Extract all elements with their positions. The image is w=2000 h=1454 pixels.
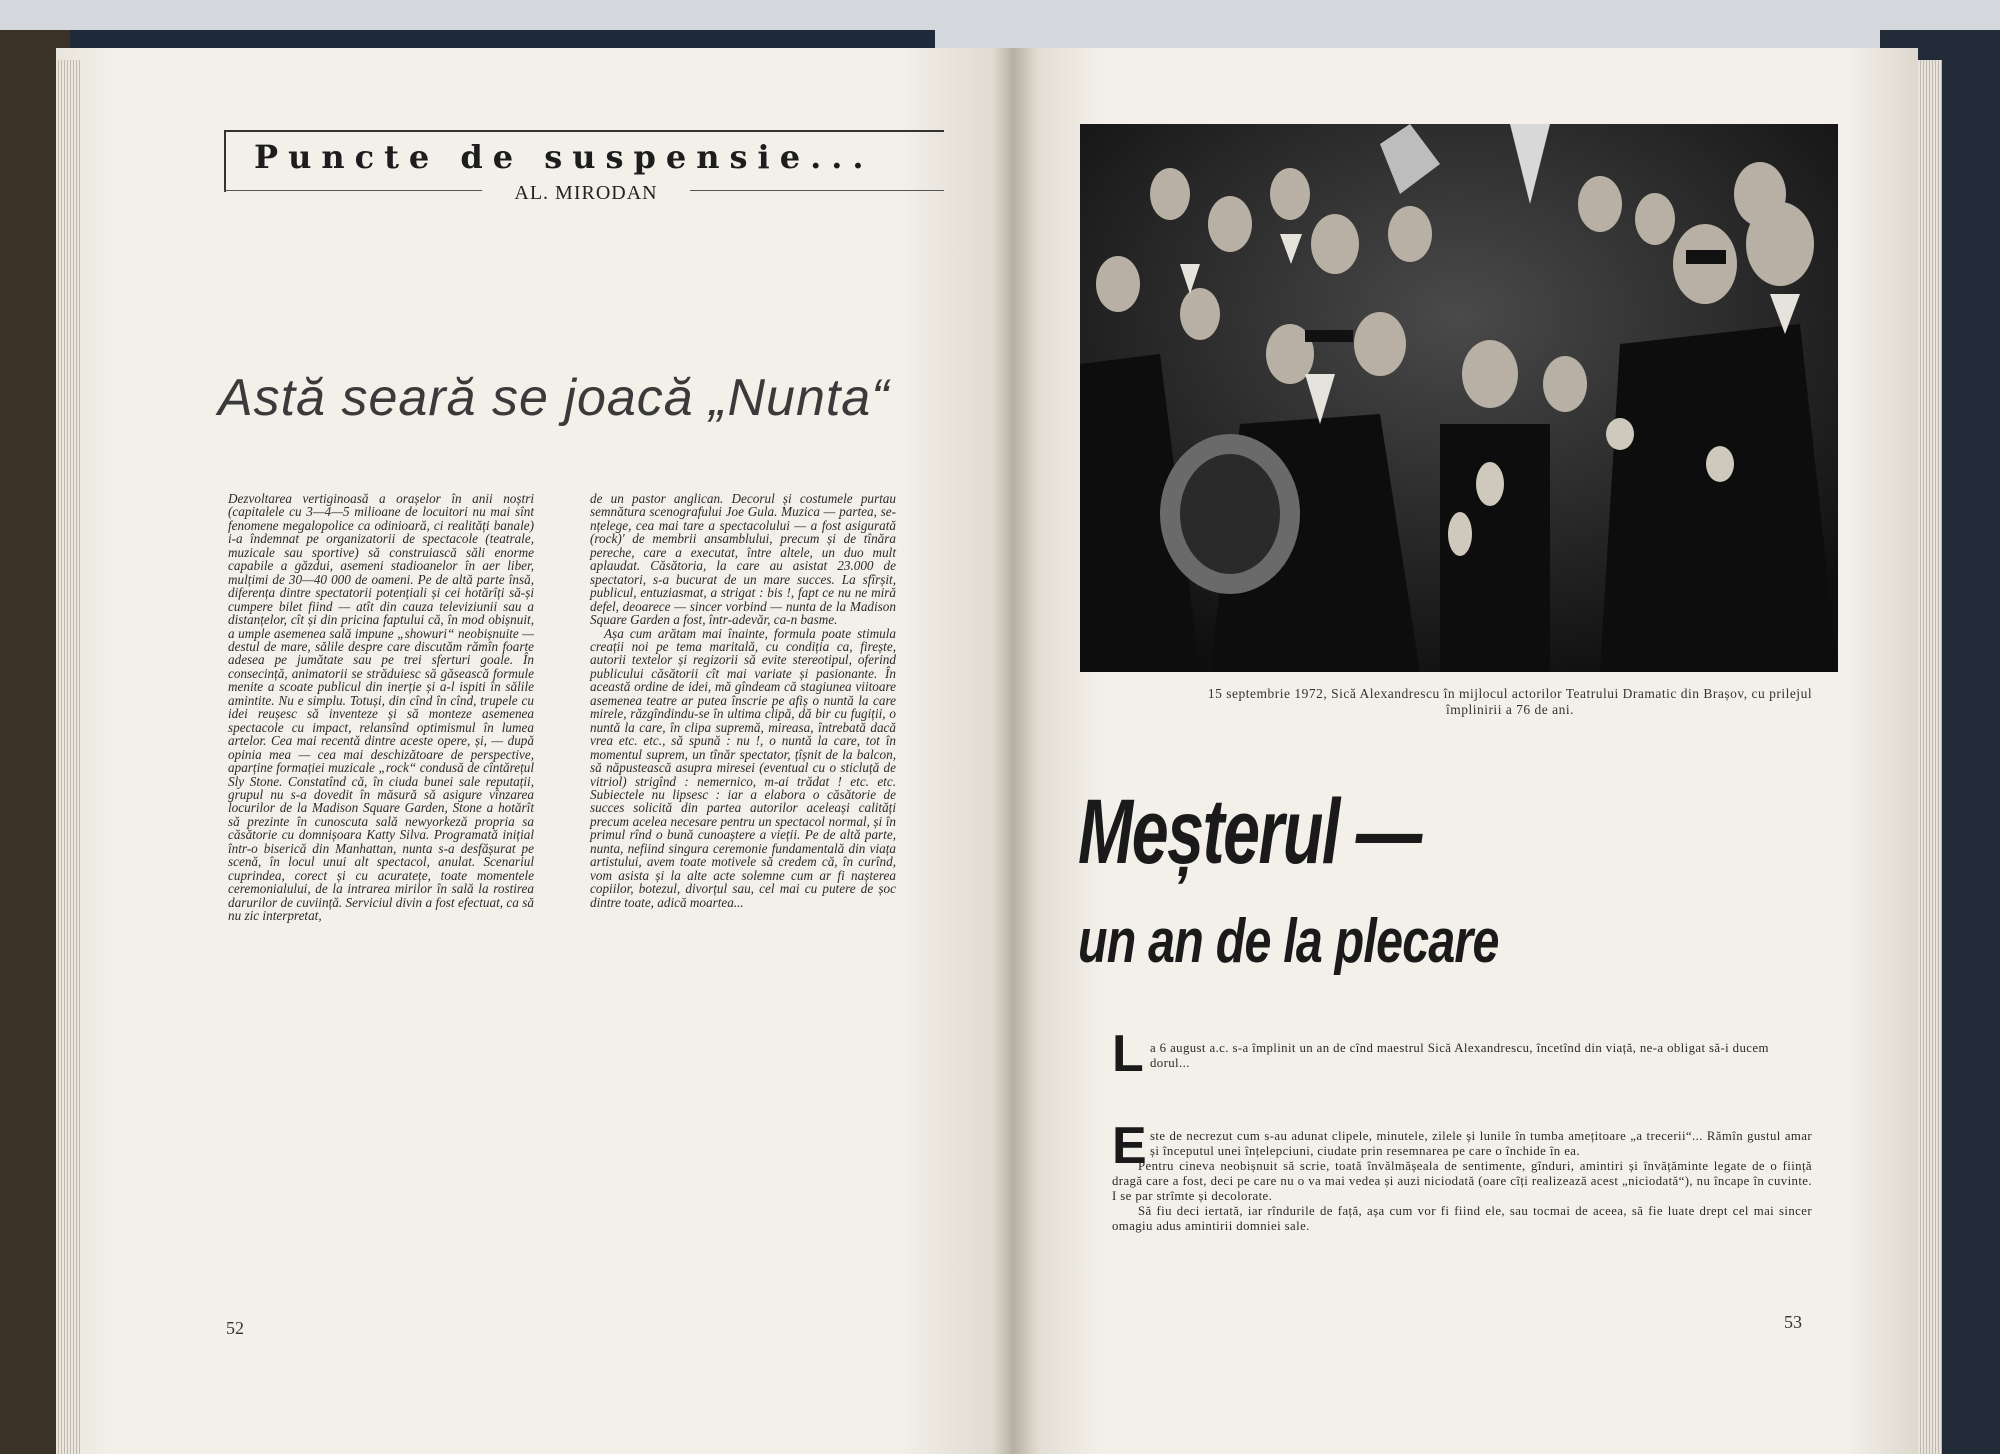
paragraph: de un pastor anglican. Decorul și costumele purtau semnătura scenografului Joe Gula. Muzica — partea, se-nțelege, cea mai tare a spectacolului — a fost asigurată (rock)' de membrii ansamblului, precum și de tînăra pereche, care a executat, între altele, un duo mult aplaudat. Căsătoria, la care au asistat 23.000 de spectatori, s-a bucurat de un mare succes. La sfîrșit, publicul, entuziasmat, a strigat : bis !, fapt ce nu ne miră defel, deoarece — sincer vorbind — nunta de la Madison Square Garden a fost, într-adevăr, ca-n basme. [590, 491, 896, 628]
article-title: Astă seară se joacă „Nunta“ [218, 369, 890, 427]
section-title: Puncte de suspensie... [254, 138, 874, 176]
lede-dropcap: L [1112, 1025, 1145, 1083]
header-rule-bottom-left [224, 190, 482, 191]
page-number-right: 53 [1784, 1312, 1802, 1332]
group-photo [1080, 124, 1838, 672]
right-page-edges [1918, 60, 1942, 1454]
headline-line-2: un an de la plecare [1078, 907, 1499, 976]
lede-paragraph [1112, 1025, 1812, 1083]
article-column-2 [590, 492, 896, 909]
paragraph: Să fiu deci iertată, iar rîndurile de față, așa cum vor fi fiind ele, sau tocmai de aceea, să fie luate drept cel mai sincer omagiu adus amintirii domniei sale. [1112, 1204, 1812, 1233]
author-name: AL. MIRODAN [514, 182, 658, 204]
left-page-edges [58, 60, 80, 1454]
paragraph: Dezvoltarea vertiginoasă a orașelor în anii noștri (capitalele cu 3—4—5 milioane de locuitori nu mai sînt fenomene megalopolice ca odinioară, ci realități banale) i-a îndemnat pe organizatorii de spectacole (teatrale, muzicale sau sportive) să construiască săli enorme capabile a găzdui, asemeni stadioanelor în aer liber, mulțimi de 30—40 000 de oameni. Pe de altă parte însă, diferența dintre spectatorii potențiali și cei hotărîți să-și cumpere bilet fiind — atît din cauza televiziunii sau a distanțelor, cît și din pricina faptului că, în mod obișnuit, a umple asemenea sală impune „showuri“ neobișnuite — destul de mare, sălile despre care discutăm rămîn foarte adesea pe jumătate sau pe trei sferturi goale. În consecință, animatorii se străduiesc să găsească formule menite a scoate publicul din inerție și a-l ispiti în sălile amintite. Nu e simplu. Totuși, din cînd în cînd, trupele cu idei reușesc să inventeze și să monteze asemenea spectacole cu impact, relansînd optimismul în lumea artelor. Cea mai recentă dintre aceste opere, și, — după opinia mea — cea mai deschizătoare de perspective, aparține formației muzicale „rock“ condusă de cîntărețul Sly Stone. Constatînd că, în ciuda bunei sale reputații, grupul nu s-a dovedit în măsură să asigure vînzarea locurilor de la Madison Square Garden, Stone a hotărît să prezinte în cunoscuta sală newyorkeză propria sa căsătorie cu domnișoara Katty Silva. Programată inițial într-o biserică din Manhattan, nunta s-a desfășurat pe scenă, în locul unui alt spectacol, anulat. Scenariul cuprindea, corect și cu acuratețe, toate momentele ceremonialului, de la intrarea mirilor în sală la rostirea darurilor de cuviință. Serviciul divin a fost efectuat, ca să nu zic interpretat, [228, 491, 534, 924]
header-rule-bottom-right [690, 190, 944, 191]
header-rule-left [224, 130, 226, 192]
paragraph: Pentru cineva neobișnuit să scrie, toată învălmășeala de sentimente, gînduri, amintiri și învățăminte legate de o ființă dragă care a fost, deci pe care nu o va mai vedea și auzi niciodată (oare cîți realizează acest „niciodată“), nu încape în cuvinte. I se par strîmte și decolorate. [1112, 1159, 1812, 1203]
photo-illustration [1080, 124, 1838, 672]
headline-line-1: Meșterul — [1078, 781, 1421, 883]
photo-caption: 15 septembrie 1972, Sică Alexandrescu în mijlocul actorilor Teatrului Dramatic din Brașov, cu prilejul împlinirii a 76 de ani. [1207, 686, 1813, 717]
article-body [1112, 1117, 1812, 1234]
paragraph: Așa cum arătam mai înainte, formula poate stimula creații noi pe tema maritală, cu condiția ca, firește, autorii textelor și regizorii să evite stereotipul, oferind publicului căsătorii cît mai variate și pasionante. În această ordine de idei, mă gîndeam că stagiunea viitoare asemenea teatre ar putea înscrie pe afiș o nuntă la care mirele, răzgîndindu-se în ultima clipă, dă bir cu fugiții, o nuntă la care, în clipa supremă, mireasa, întrebată dacă vrea etc. etc., să spună : nu !, o nuntă la care, tot în momentul suprem, un tînăr spectator, țîșnit de la balcon, să năpustească asupra miresei (eventual cu o sticluță de vitriol) strigînd : nemernico, m-ai trădat ! etc. etc. Subiectele nu lipsesc : iar a elabora o căsătorie de succes solicită din partea autorilor aceleași calități precum acelea necesare pentru un spectacol normal, și în primul rînd o bună cunoaștere a vieții. Pe de altă parte, nunta, nefiind singura ceremonie fundamentală din viața artistului, avem toate motivele să credem că, în curînd, vom asista și la alte acte solemne cum ar fi nașterea copiilor, botezul, divorțul sau, cel mai cu putere de șoc dintre toate, adică moartea... [590, 625, 896, 910]
section-header [224, 130, 944, 204]
header-rule-top [224, 130, 944, 132]
article-column-1 [228, 492, 534, 923]
body-dropcap: E [1112, 1117, 1148, 1175]
lede-text: a 6 august a.c. s-a împlinit un an de cînd maestrul Sică Alexandrescu, încetînd din viață, ne-a obligat să-i ducem dorul... [1150, 1041, 1769, 1070]
page-number-left: 52 [226, 1318, 244, 1338]
paragraph: ste de necrezut cum s-au adunat clipele, minutele, zilele și lunile în tumba amețitoare „a trecerii“... Rămîn gustul amar și începutul unei înțelepciuni, ciudate prin resemnarea pe care o închide în ea. [1150, 1129, 1812, 1158]
